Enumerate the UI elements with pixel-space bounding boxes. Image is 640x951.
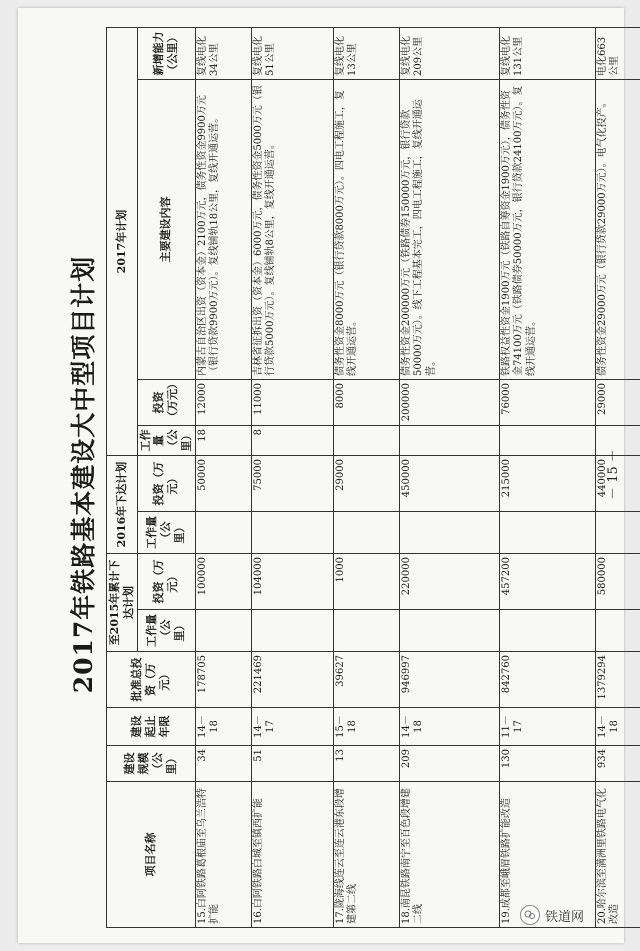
years-value: 14－18 (595, 708, 640, 746)
workload-2017 (499, 426, 595, 456)
workload-2015 (195, 610, 251, 652)
header-workload-2017: 工作量（公里） (137, 426, 195, 456)
investment-2017: 11000 (251, 380, 333, 426)
investment-2015: 1000 (333, 554, 399, 610)
workload-2015 (251, 610, 333, 652)
workload-2017 (399, 426, 499, 456)
scale-value: 51 (251, 746, 333, 782)
header-row-1 (107, 28, 138, 928)
rotated-content (62, 9, 637, 940)
investment-2015: 104000 (251, 554, 333, 610)
header-project-name: 项目名称 (107, 782, 196, 928)
investment-2015: 100000 (195, 554, 251, 610)
project-plan-table (106, 27, 640, 928)
workload-2016 (499, 512, 595, 554)
project-name: 16.白阿铁路白城至镇西扩能 (251, 782, 333, 928)
project-name: 15.白阿铁路葛根庙至乌兰浩特扩能 (195, 782, 251, 928)
header-group-2016: 2016年下达计划 (107, 456, 138, 554)
header-scale: 建设规模（公里） (107, 746, 196, 782)
header-group-2017: 2017年计划 (107, 28, 138, 456)
workload-2015 (399, 610, 499, 652)
investment-2015: 580000 (595, 554, 640, 610)
main-content: 债务性资金29000万元（银行贷款29000万元）。电气化投产。 (595, 80, 640, 380)
total-investment: 842760 (499, 652, 595, 708)
investment-2017: 29000 (595, 380, 640, 426)
investment-2016: 215000 (499, 456, 595, 512)
document-page (18, 8, 624, 943)
workload-2017 (333, 426, 399, 456)
workload-2017: 18 (195, 426, 251, 456)
workload-2016 (399, 512, 499, 554)
workload-2017: 8 (251, 426, 333, 456)
total-investment: 178705 (195, 652, 251, 708)
scale-value: 209 (399, 746, 499, 782)
investment-2016: 75000 (251, 456, 333, 512)
table-row (399, 28, 499, 928)
new-capacity: 复线电化34公里 (195, 28, 251, 80)
years-value: 11－17 (499, 708, 595, 746)
scale-value: 934 (595, 746, 640, 782)
investment-2017: 76000 (499, 380, 595, 426)
page-title: 2017年铁路基本建设大中型项目计划 (69, 255, 98, 694)
new-capacity: 复线电化51公里 (251, 28, 333, 80)
investment-2017: 12000 (195, 380, 251, 426)
total-investment: 946997 (399, 652, 499, 708)
new-capacity: 电化663公里 (595, 28, 640, 80)
chat-bubble-icon (520, 905, 540, 925)
project-name: 17.陇海线连云至连云港东段增建第二线 (333, 782, 399, 928)
header-group-2015: 至2015年累计下达计划 (107, 554, 138, 652)
header-investment-2017: 投资（万元） (137, 380, 195, 426)
years-value: 15－18 (333, 708, 399, 746)
project-name: 18.南昆铁路南宁至百色段增建二线 (399, 782, 499, 928)
main-content: 内蒙古自治区出资（资本金）2100万元，债务性资金9900万元（银行贷款9900万元）。复线铺轨18公里，复线开通运营。 (195, 80, 251, 380)
header-investment-2016: 投资（万元） (137, 456, 195, 512)
header-main-content: 主要建设内容 (137, 80, 195, 380)
header-workload-2015: 工作量（公里） (137, 610, 195, 652)
header-new-capacity: 新增能力（公里） (137, 28, 195, 80)
header-years: 建设起止年限 (107, 708, 196, 746)
header-approved-total: 批准总投资（万元） (107, 652, 196, 708)
main-content: 债务性资金8000万元（银行贷款8000万元）。四电工程施工，复线开通运营。 (333, 80, 399, 380)
scale-value: 13 (333, 746, 399, 782)
investment-2015: 220000 (399, 554, 499, 610)
years-value: 14－17 (251, 708, 333, 746)
scale-value: 34 (195, 746, 251, 782)
page-number: － 15 － (606, 449, 621, 500)
workload-2016 (251, 512, 333, 554)
years-value: 14－18 (399, 708, 499, 746)
investment-2016: 29000 (333, 456, 399, 512)
investment-2016: 440000 (595, 456, 640, 512)
workload-2015 (333, 610, 399, 652)
scale-value: 130 (499, 746, 595, 782)
investment-2016: 450000 (399, 456, 499, 512)
workload-2016 (195, 512, 251, 554)
main-content: 吉林省征拆出资（资本金）6000万元，债务性资金5000万元（银行贷款5000万元）。复线铺轨8公里，复线开通运营。 (251, 80, 333, 380)
total-investment: 1379294 (595, 652, 640, 708)
new-capacity: 复线电化131公里 (499, 28, 595, 80)
new-capacity: 复线电化13公里 (333, 28, 399, 80)
investment-2016: 50000 (195, 456, 251, 512)
header-workload-2016: 工作量（公里） (137, 512, 195, 554)
main-content: 债务性资金200000万元（铁路债券150000万元，银行贷款50000万元）。线下工程基本完工，四电工程施工，复线开通运营。 (399, 80, 499, 380)
workload-2015 (499, 610, 595, 652)
project-name: 20.哈尔滨至满洲里铁路电气化改造 (595, 782, 640, 928)
table-row (195, 28, 251, 928)
total-investment: 39627 (333, 652, 399, 708)
years-value: 14－18 (195, 708, 251, 746)
header-investment-2015: 投资（万元） (137, 554, 195, 610)
workload-2016 (333, 512, 399, 554)
table-row (333, 28, 399, 928)
watermark (520, 905, 584, 925)
main-content: 铁路权益性资金1900万元（铁路自筹资金1900万元），债务性资金74100万元（铁路债券50000万元，银行贷款24100万元）。复线开通运营。 (499, 80, 595, 380)
watermark-text: 铁道网 (545, 909, 585, 925)
table-row (499, 28, 595, 928)
investment-2017: 200000 (399, 380, 499, 426)
project-name: 19.成都至峨眉铁路扩能改造 (499, 782, 595, 928)
investment-2017: 8000 (333, 380, 399, 426)
table-row (251, 28, 333, 928)
total-investment: 221469 (251, 652, 333, 708)
new-capacity: 复线电化209公里 (399, 28, 499, 80)
investment-2015: 457200 (499, 554, 595, 610)
